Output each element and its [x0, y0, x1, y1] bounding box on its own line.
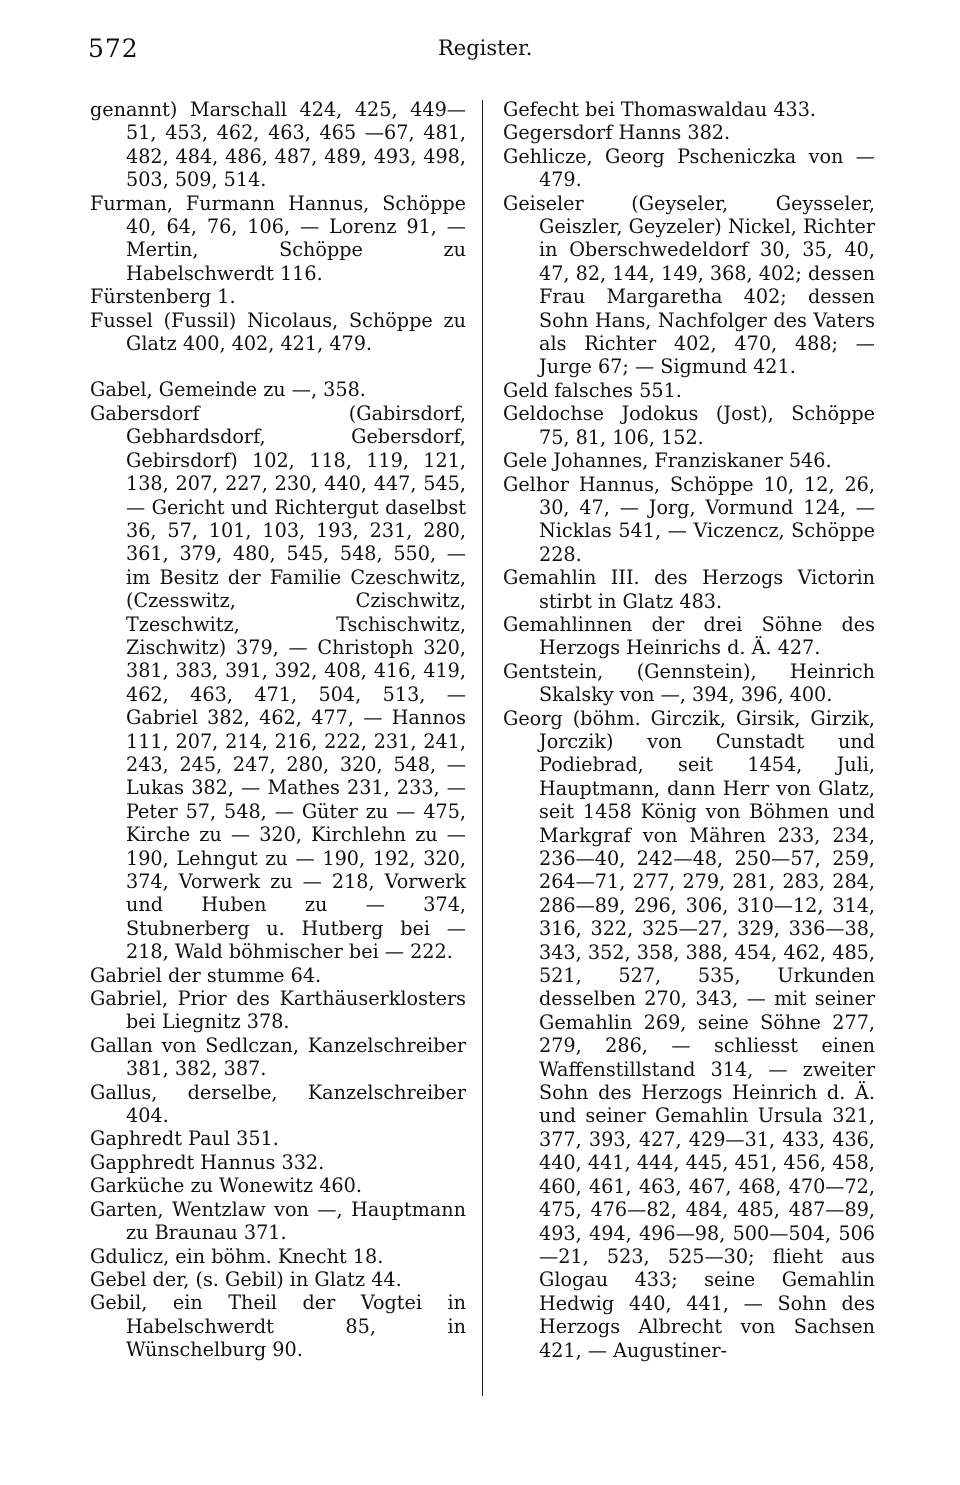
index-entry: Gele Johannes, Franziskaner 546. — [503, 449, 832, 473]
index-entry: Gegersdorf Hanns 382. — [503, 121, 731, 145]
index-entry: Fürstenberg 1. — [90, 285, 236, 309]
index-entry: Gemahlinnen der drei Söhne des Herzogs Heinrichs d. Ä. 427. — [503, 612, 875, 660]
index-column-right — [503, 98, 875, 1362]
index-entry: Gapphredt Hannus 332. — [90, 1150, 325, 1174]
index-entry: Georg (böhm. Girczik, Girsik, Girzik, Jorczik) von Cunstadt und Podiebrad, seit 1454, Juli, Hauptmann, dann Herr von Glatz, seit 1458 König von Böhmen und Markgraf von Mähren 233, 234, 236—40, 242—48, 250—57, 259, 264—71, 277, 279, 281, 283, 284, 286—89, 296, 306, 310—12, 314, 316, 322, 325—27, 329, 336—38, 343, 352, 358, 388, 454, 462, 485, 521, 527, 535, Urkunden desselben 270, 343, — mit seiner Gemahlin 269, seine Söhne 277, 279, 286, — schliesst einen Waffenstillstand 314, — zweiter Sohn des Herzogs Heinrich d. Ä. und seiner Gemahlin Ursula 321, 377, 393, 427, 429—31, 433, 436, 440, 441, 444, 445, 451, 456, 458, 460, 461, 463, 467, 468, 470—72, 475, 476—82, 484, 485, 487—89, 493, 494, 496—98, 500—504, 506—21, 523, 525—30; flieht aus Glogau 433; seine Gemahlin Hedwig 440, 441, — Sohn des Herzogs Albrecht von Sachsen 421, — Augustiner- — [503, 706, 875, 1362]
index-entry: Gallan von Sedlczan, Kanzelschreiber 381, 382, 387. — [90, 1033, 466, 1081]
index-entry: Gallus, derselbe, Kanzelschreiber 404. — [90, 1080, 466, 1128]
index-entry: Gefecht bei Thomaswaldau 433. — [503, 98, 817, 121]
index-entry: Geldochse Jodokus (Jost), Schöppe 75, 81, 106, 152. — [503, 402, 875, 449]
index-entry: Gemahlin III. des Herzogs Victorin stirbt in Glatz 483. — [503, 566, 875, 613]
index-entry: Gabersdorf (Gabirsdorf, Gebhardsdorf, Gebersdorf, Gebirsdorf) 102, 118, 119, 121, 138, 207, 227, 230, 440, 447, 545, — Gericht und Richtergut daselbst 36, 57, 101, 103, 193, 231, 280, 361, 379, 480, 545, 548, 550, — im Besitz der Familie Czeschwitz, (Czesswitz, Czischwitz, Tzeschwitz, Tschischwitz, Zischwitz) 379, — Christoph 320, 381, 383, 391, 392, 408, 416, 419, 462, 463, 471, 504, 513, — Gabriel 382, 462, 477, — Hannos 111, 207, 214, 216, 222, 231, 241, 243, 245, 247, 280, 320, 548, — Lukas 382, — Mathes 231, 233, — Peter 57, 548, — Güter zu — 475, Kirche zu — 320, Kirchlehn zu — 190, Lehngut zu — 190, 192, 320, 374, Vorwerk zu — 218, Vorwerk und Huben zu — 374, Stubnerberg u. Hutberg bei — 218, Wald böhmischer bei — 222. — [90, 401, 466, 964]
page-number: 572 — [88, 34, 139, 63]
index-column-left — [90, 98, 466, 1362]
index-entry: Fussel (Fussil) Nicolaus, Schöppe zu Glatz 400, 402, 421, 479. — [90, 308, 466, 356]
index-entry: Gehlicze, Georg Pscheniczka von — 479. — [503, 144, 875, 192]
index-entry: Gabriel, Prior des Karthäuserklosters bei Liegnitz 378. — [90, 987, 466, 1034]
index-entry: Gabel, Gemeinde zu —, 358. — [90, 378, 366, 402]
index-entry: Gelhor Hannus, Schöppe 10, 12, 26, 30, 47, — Jorg, Vormund 124, — Nicklas 541, — Viczencz, Schöppe 228. — [503, 472, 875, 566]
index-entry: Furman, Furmann Hannus, Schöppe 40, 64, 76, 106, — Lorenz 91, — Mertin, Schöppe zu Habelschwerdt 116. — [90, 191, 466, 285]
index-entry: Garküche zu Wonewitz 460. — [90, 1174, 362, 1198]
index-entry: Gebel der, (s. Gebil) in Glatz 44. — [90, 1267, 402, 1291]
index-entry: Geiseler (Geyseler, Geysseler, Geiszler, Geyzeler) Nickel, Richter in Oberschwedeldorf 30, 35, 40, 47, 82, 144, 149, 368, 402; dessen Frau Margaretha 402; dessen Sohn Hans, Nachfolger des Vaters als Richter 402, 470, 488; — Jurge 67; — Sigmund 421. — [503, 191, 875, 379]
column-divider — [482, 100, 483, 1396]
index-entry: Gentstein, (Gennstein), Heinrich Skalsky von —, 394, 396, 400. — [503, 659, 875, 707]
running-head: Register. — [438, 36, 533, 60]
index-entry: Gaphredt Paul 351. — [90, 1127, 279, 1151]
page-header — [88, 34, 878, 74]
index-entry: Geld falsches 551. — [503, 378, 682, 402]
index-entry: genannt) Marschall 424, 425, 449—51, 453, 462, 463, 465 —67, 481, 482, 484, 486, 487, 489, 493, 498, 503, 509, 514. — [90, 98, 466, 192]
index-entry: Gabriel der stumme 64. — [90, 963, 322, 987]
index-entry: Gebil, ein Theil der Vogtei in Habelschwerdt 85, in Wünschelburg 90. — [90, 1291, 466, 1362]
index-entry: Gdulicz, ein böhm. Knecht 18. — [90, 1244, 384, 1268]
index-entry: Garten, Wentzlaw von —, Hauptmann zu Braunau 371. — [90, 1197, 466, 1245]
